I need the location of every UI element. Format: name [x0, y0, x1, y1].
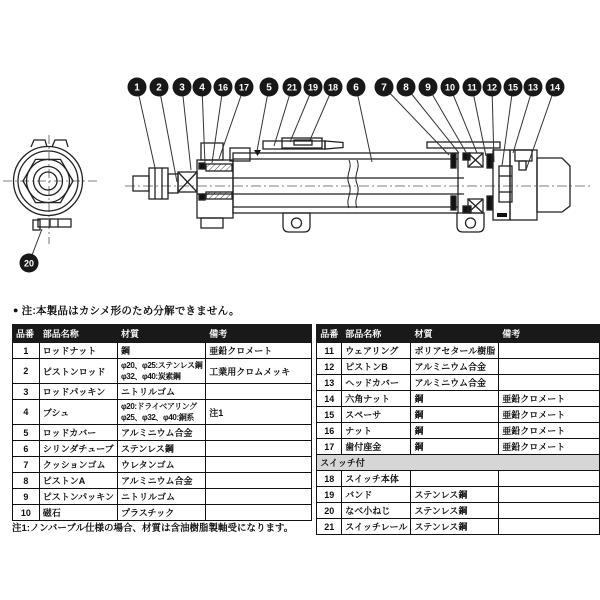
part-remark	[499, 359, 600, 375]
balloon-17	[235, 78, 254, 97]
part-material: ポリアセタール樹脂	[411, 343, 499, 359]
part-no: 1	[13, 343, 40, 359]
note-crimped-text: 注:本製品はカシメ形のため分解できません。	[21, 305, 240, 317]
mounting-foot	[283, 213, 310, 232]
svg-text:17: 17	[238, 82, 250, 93]
top-tab	[31, 140, 47, 147]
part-row-12	[317, 359, 600, 375]
part-name: 磁石	[39, 505, 117, 521]
svg-text:2: 2	[156, 82, 162, 94]
part-no: 2	[13, 359, 40, 384]
svg-text:13: 13	[527, 82, 539, 93]
part-remark	[206, 384, 312, 400]
part-no: 5	[13, 425, 40, 441]
balloon-6	[347, 78, 366, 97]
part-row-11	[317, 343, 600, 359]
piston-packing	[451, 154, 456, 168]
part-row-1	[13, 343, 312, 359]
part-name: ロッドパッキン	[39, 384, 117, 400]
foot-hole	[466, 218, 476, 228]
part-name: スイッチ本体	[342, 471, 411, 487]
mounting-foot	[457, 213, 484, 232]
part-row-6	[13, 441, 312, 457]
part-no: 10	[13, 505, 40, 521]
part-name: シリンダチューブ	[39, 441, 117, 457]
parts-table-left	[12, 324, 312, 521]
part-no: 15	[317, 407, 342, 423]
svg-text:6: 6	[353, 82, 359, 94]
part-name: スイッチレール	[342, 519, 411, 535]
pan-head-screw	[33, 220, 40, 230]
part-material: ニトリルゴム	[117, 489, 205, 505]
part-name: ピストンロッド	[39, 359, 117, 384]
balloon-7	[375, 78, 394, 97]
part-no: 14	[317, 391, 342, 407]
part-row-20	[317, 503, 600, 519]
leader-line-7	[384, 87, 449, 155]
leader-line-10	[450, 87, 477, 153]
balloon-10	[441, 78, 460, 97]
part-row-7	[13, 457, 312, 473]
part-material: 鋼	[411, 391, 499, 407]
part-name: 六角ナット	[342, 391, 411, 407]
part-row-2	[13, 359, 312, 384]
rod-end	[133, 176, 149, 191]
part-name: ピストンA	[39, 473, 117, 489]
svg-text:5: 5	[266, 82, 272, 94]
table-header-row	[13, 325, 312, 343]
part-row-3	[13, 384, 312, 400]
part-remark	[499, 375, 600, 391]
part-material: ニトリルゴム	[117, 384, 205, 400]
balloon-16	[214, 78, 233, 97]
part-name: スペーサ	[342, 407, 411, 423]
svg-text:15: 15	[507, 82, 519, 93]
leader-line-13	[513, 87, 533, 153]
part-remark	[499, 343, 600, 359]
side-view	[125, 138, 592, 232]
svg-text:4: 4	[199, 82, 205, 94]
column-header: 品番	[13, 325, 40, 343]
part-material: アルミニウム合金	[411, 359, 499, 375]
part-row-18	[317, 471, 600, 487]
part-material: 鋼	[117, 343, 205, 359]
column-header: 材質	[411, 325, 499, 343]
part-name: ロッドカバー	[39, 425, 117, 441]
bullet-icon: ●	[13, 305, 19, 315]
part-material: φ20、φ25:ステンレス鋼 φ32、φ40:炭素鋼	[117, 359, 205, 384]
part-remark: 亜鉛クロメート	[499, 439, 600, 455]
part-material: ステンレス鋼	[411, 519, 499, 535]
part-remark	[206, 425, 312, 441]
section-row-switch	[317, 455, 600, 471]
rear-boss	[537, 158, 570, 212]
balloon-11	[463, 78, 482, 97]
svg-text:7: 7	[381, 82, 387, 94]
part-material	[411, 471, 499, 487]
parts-tables	[12, 324, 600, 535]
part-remark	[499, 519, 600, 535]
part-material: ステンレス鋼	[411, 487, 499, 503]
spacer-section	[519, 161, 526, 170]
part-remark: 亜鉛クロメート	[499, 423, 600, 439]
bushing-section	[206, 192, 232, 199]
balloon-19	[304, 78, 323, 97]
part-material: アルミニウム合金	[411, 375, 499, 391]
column-header: 材質	[117, 325, 205, 343]
part-row-10	[13, 505, 312, 521]
balloon-20	[20, 254, 39, 273]
part-name: ピストンB	[342, 359, 411, 375]
part-material: プラスチック	[117, 505, 205, 521]
svg-text:8: 8	[403, 82, 409, 94]
rod-seal	[199, 194, 205, 200]
leader-line-4	[202, 87, 205, 164]
callout-balloons	[20, 78, 565, 273]
part-row-15	[317, 407, 600, 423]
foot-hole	[292, 218, 302, 228]
part-material: φ20:ドライベアリング φ25、φ32、φ40:銅系	[117, 400, 205, 425]
part-row-17	[317, 439, 600, 455]
svg-text:18: 18	[327, 82, 339, 93]
break-line	[348, 160, 350, 208]
part-no: 3	[13, 384, 40, 400]
part-name: バンド	[342, 487, 411, 503]
part-name: ピストンパッキン	[39, 489, 117, 505]
balloon-21	[283, 78, 302, 97]
part-remark: 注1	[206, 400, 312, 425]
svg-text:9: 9	[425, 82, 431, 94]
part-material: アルミニウム合金	[117, 473, 205, 489]
part-remark	[206, 505, 312, 521]
part-remark	[206, 489, 312, 505]
switch-band-bracket	[38, 219, 71, 227]
leader-lines	[29, 87, 555, 263]
bushing-section	[206, 164, 232, 171]
part-remark	[499, 471, 600, 487]
part-material: ウレタンゴム	[117, 457, 205, 473]
leader-line-6	[356, 87, 372, 162]
front-view	[3, 135, 99, 244]
part-no: 12	[317, 359, 342, 375]
part-row-8	[13, 473, 312, 489]
svg-text:10: 10	[444, 82, 456, 93]
svg-text:3: 3	[179, 82, 185, 94]
part-no: 18	[317, 471, 342, 487]
part-name: ロッドナット	[39, 343, 117, 359]
part-name: ウェアリング	[342, 343, 411, 359]
column-header: 備考	[206, 325, 312, 343]
part-no: 11	[317, 343, 342, 359]
part-no: 20	[317, 503, 342, 519]
parts-table-right	[316, 324, 600, 535]
balloon-15	[504, 78, 523, 97]
cylinder-tube	[233, 153, 458, 213]
note-crimped	[13, 303, 240, 318]
part-row-9	[13, 489, 312, 505]
part-material: ステンレス鋼	[411, 503, 499, 519]
balloon-14	[546, 78, 565, 97]
balloon-9	[419, 78, 438, 97]
lock-washer-mark	[497, 213, 507, 217]
part-no: 21	[317, 519, 342, 535]
balloon-3	[173, 78, 192, 97]
svg-text:14: 14	[549, 82, 561, 93]
note-1: 注1:ノンバーブル仕様の場合、材質は含油樹脂製軸受になります。	[12, 523, 294, 534]
svg-text:1: 1	[134, 82, 140, 94]
part-remark	[206, 457, 312, 473]
part-no: 4	[13, 400, 40, 425]
svg-text:20: 20	[23, 258, 35, 269]
balloon-1	[128, 78, 147, 97]
balloon-13	[524, 78, 543, 97]
balloon-8	[397, 78, 416, 97]
head-cover	[493, 150, 510, 220]
column-header: 部品名称	[39, 325, 117, 343]
part-no: 7	[13, 457, 40, 473]
svg-text:11: 11	[467, 82, 477, 93]
part-no: 16	[317, 423, 342, 439]
part-no: 19	[317, 487, 342, 503]
part-remark: 亜鉛クロメート	[499, 391, 600, 407]
column-header: 部品名称	[342, 325, 411, 343]
part-row-4	[13, 400, 312, 425]
balloon-5	[260, 78, 279, 97]
part-row-16	[317, 423, 600, 439]
leader-line-1	[137, 87, 155, 168]
svg-text:12: 12	[486, 82, 498, 93]
top-tab	[52, 140, 68, 147]
break-line	[356, 160, 358, 208]
part-remark: 亜鉛クロメート	[499, 407, 600, 423]
part-remark: 亜鉛クロメート	[206, 343, 312, 359]
part-remark: 工業用クロムメッキ	[206, 359, 312, 384]
column-header: 備考	[499, 325, 600, 343]
part-name: 歯付座金	[342, 439, 411, 455]
leader-line-8	[406, 87, 459, 153]
switch-rail-tip	[325, 141, 343, 149]
rod-nut	[149, 168, 168, 199]
balloon-4	[193, 78, 212, 97]
part-row-21	[317, 519, 600, 535]
svg-text:21: 21	[286, 82, 298, 93]
part-remark	[499, 487, 600, 503]
leader-line-15	[502, 87, 513, 166]
part-row-19	[317, 487, 600, 503]
part-row-14	[317, 391, 600, 407]
part-material: 鋼	[411, 407, 499, 423]
part-no: 6	[13, 441, 40, 457]
part-no: 9	[13, 489, 40, 505]
section-label: スイッチ付	[317, 455, 600, 471]
part-material: アルミニウム合金	[117, 425, 205, 441]
balloon-18	[324, 78, 343, 97]
part-row-5	[13, 425, 312, 441]
part-no: 17	[317, 439, 342, 455]
part-remark	[206, 473, 312, 489]
balloon-12	[483, 78, 502, 97]
svg-text:19: 19	[307, 82, 319, 93]
svg-text:16: 16	[217, 82, 229, 93]
piston-packing	[451, 196, 456, 210]
part-row-13	[317, 375, 600, 391]
part-name: ブシュ	[39, 400, 117, 425]
wear-ring-section	[487, 154, 492, 168]
leader-line-3	[182, 87, 191, 170]
part-name: クッションゴム	[39, 457, 117, 473]
part-name: ナット	[342, 423, 411, 439]
wear-ring-section	[487, 196, 492, 210]
part-material: ステンレス鋼	[117, 441, 205, 457]
table-header-row	[317, 325, 600, 343]
part-material: 鋼	[411, 439, 499, 455]
balloon-2	[150, 78, 169, 97]
part-name: なべ小ねじ	[342, 503, 411, 519]
part-name: ヘッドカバー	[342, 375, 411, 391]
part-remark	[499, 503, 600, 519]
rod-seal	[199, 163, 205, 169]
part-no: 8	[13, 473, 40, 489]
leader-line-9	[428, 87, 467, 154]
column-header: 品番	[317, 325, 342, 343]
part-material: 鋼	[411, 423, 499, 439]
part-remark	[206, 441, 312, 457]
part-no: 13	[317, 375, 342, 391]
